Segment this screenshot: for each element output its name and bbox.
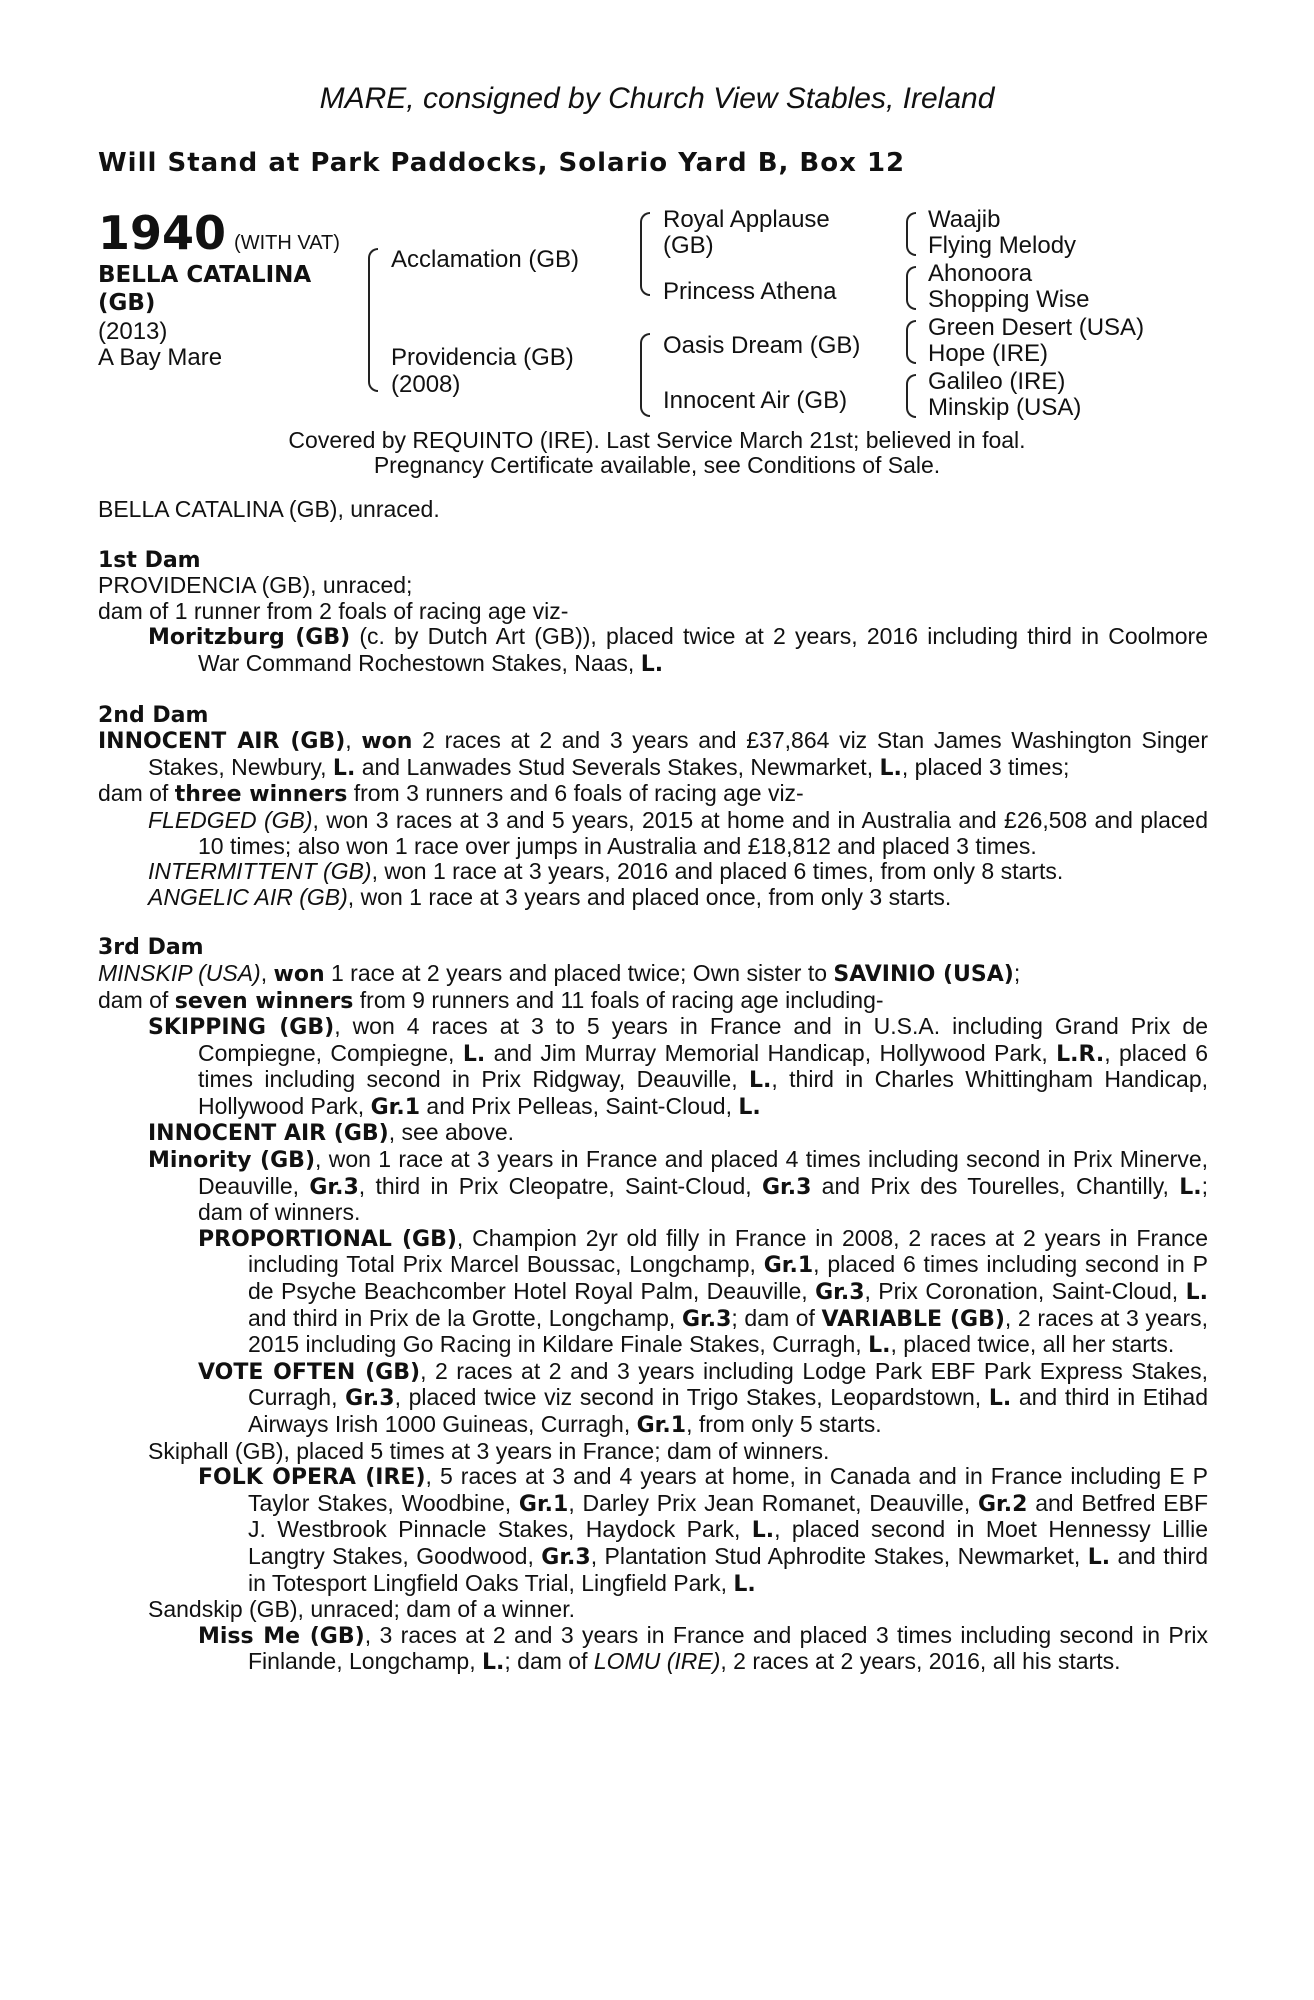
pedigree-dam: Providencia (GB) bbox=[391, 344, 574, 371]
horse-year: (2013) bbox=[98, 318, 168, 345]
pedigree-sire: Acclamation (GB) bbox=[391, 246, 580, 273]
produce-fledged: FLEDGED (GB), won 3 races at 3 and 5 years, 2015 at home and in Australia and £26,508 and placed 10 times; also won 1 race over jumps in Australia and £18,812 and placed 3 times. bbox=[148, 806, 1209, 859]
pedigree-dam-year: (2008) bbox=[391, 371, 461, 398]
produce-skiphall: Skiphall (GB), placed 5 times at 3 years in France; dam of winners. bbox=[148, 1437, 830, 1464]
lot-heading bbox=[98, 206, 340, 260]
horse-description: A Bay Mare bbox=[98, 344, 223, 371]
first-dam-heading: 1st Dam bbox=[98, 547, 201, 573]
first-dam-summary: dam of 1 runner from 2 foals of racing age viz- bbox=[98, 597, 569, 624]
horse-name: BELLA CATALINA bbox=[98, 262, 312, 288]
pedigree-gen3-4: Shopping Wise bbox=[928, 286, 1090, 313]
produce-angelic-air: ANGELIC AIR (GB), won 1 race at 3 years and placed once, from only 3 starts. bbox=[148, 883, 952, 910]
produce-sandskip: Sandskip (GB), unraced; dam of a winner. bbox=[148, 1596, 575, 1623]
pedigree-gen3-2: Flying Melody bbox=[928, 232, 1077, 259]
pedigree-sire-dam: Princess Athena bbox=[663, 278, 837, 305]
stand-location: Will Stand at Park Paddocks, Solario Yard B, Box 12 bbox=[98, 148, 906, 178]
pedigree-brace-g2 bbox=[906, 266, 916, 310]
pedigree-brace-sire bbox=[640, 212, 650, 296]
produce-innocent-air: INNOCENT AIR (GB), see above. bbox=[148, 1119, 515, 1147]
produce-proportional: PROPORTIONAL (GB), Champion 2yr old filly in France in 2008, 2 races at 2 years in France including Total Prix Marcel Boussac, Longchamp, Gr.1, placed 6 times including second in P de Psyche Beachcomber Hotel Royal Palm, Deauville, Gr.3, Prix Coronation, Saint-Cloud, L. and third in Prix de la Grotte, Longchamp, Gr.3; dam of VARIABLE (GB), 2 races at 3 years, 2015 including Go Racing in Kildare Finale Stakes, Curragh, L., placed twice, all her starts. bbox=[198, 1224, 1209, 1359]
third-dam-heading: 3rd Dam bbox=[98, 935, 204, 961]
pregnancy-note: Pregnancy Certificate available, see Conditions of Sale. bbox=[373, 452, 941, 478]
pedigree-gen3-3: Ahonoora bbox=[928, 260, 1033, 287]
second-dam-summary: dam of three winners from 3 runners and 6 foals of racing age viz- bbox=[98, 780, 804, 808]
pedigree-brace-g1 bbox=[906, 212, 916, 256]
pedigree-dam-dam: Innocent Air (GB) bbox=[663, 387, 848, 414]
covered-note: Covered by REQUINTO (IRE). Last Service March 21st; believed in foal. bbox=[288, 427, 1026, 453]
second-dam-line: INNOCENT AIR (GB), won 2 races at 2 and 3 years and £37,864 viz Stan James Washington Singer Stakes, Newbury, L. and Lanwades Stud Severals Stakes, Newmarket, L., placed 3 times; bbox=[98, 727, 1208, 781]
horse-country: (GB) bbox=[98, 290, 156, 316]
pedigree-gen3-5: Green Desert (USA) bbox=[928, 314, 1145, 341]
first-dam-line: PROVIDENCIA (GB), unraced; bbox=[98, 572, 413, 599]
produce-skipping: SKIPPING (GB), won 4 races at 3 to 5 years in France and in U.S.A. including Grand Prix de Compiegne, Compiegne, L. and Jim Murray Memorial Handicap, Hollywood Park, L.R., placed 6 times including second in Prix Ridgway, Deauville, L., third in Charles Whittingham Handicap, Hollywood Park, Gr.1 and Prix Pelleas, Saint-Cloud, L. bbox=[148, 1013, 1208, 1120]
consignor-title: MARE, consigned by Church View Stables, Ireland bbox=[319, 82, 995, 115]
vat-note: (WITH VAT) bbox=[234, 232, 340, 254]
pedigree-brace-g3 bbox=[906, 320, 916, 364]
produce-minority: Minority (GB), won 1 race at 3 years in France and placed 4 times including second in Prix Minerve, Deauville, Gr.3, third in Prix Cleopatre, Saint-Cloud, Gr.3 and Prix des Tourelles, Chantilly, L.; dam of winners. bbox=[148, 1146, 1208, 1226]
pedigree-sire-sire-country: (GB) bbox=[663, 232, 714, 259]
produce-record bbox=[98, 497, 1208, 1676]
pedigree-gen3-6: Hope (IRE) bbox=[928, 340, 1049, 367]
produce-miss-me: Miss Me (GB), 3 races at 2 and 3 years in France and placed 3 times including second in Prix Finlande, Longchamp, L.; dam of LOMU (IRE), 2 races at 2 years, 2016, all his starts. bbox=[198, 1621, 1208, 1676]
pedigree-gen3-8: Minskip (USA) bbox=[928, 394, 1082, 421]
third-dam-summary: dam of seven winners from 9 runners and 11 foals of racing age including- bbox=[98, 986, 884, 1014]
runner-moritzburg: Moritzburg (GB) (c. by Dutch Art (GB)), placed twice at 2 years, 2016 including third in Coolmore War Command Rochestown Stakes, Naas, L. bbox=[148, 623, 1208, 677]
pedigree-brace-g4 bbox=[906, 374, 916, 418]
intro-line: BELLA CATALINA (GB), unraced. bbox=[98, 496, 440, 522]
pedigree-gen3-1: Waajib bbox=[928, 206, 1001, 233]
pedigree-brace-main bbox=[368, 248, 378, 392]
produce-vote-often: VOTE OFTEN (GB), 2 races at 2 and 3 years including Lodge Park EBF Park Express Stakes, Curragh, Gr.3, placed twice viz second in Trigo Stakes, Leopardstown, L. and third in Etihad Airways Irish 1000 Guineas, Curragh, Gr.1, from only 5 starts. bbox=[198, 1357, 1209, 1438]
lot-number: 1940 bbox=[98, 206, 227, 260]
produce-folk-opera: FOLK OPERA (IRE), 5 races at 3 and 4 years at home, in Canada and in France including E P Taylor Stakes, Woodbine, Gr.1, Darley Prix Jean Romanet, Deauville, Gr.2 and Betfred EBF J. Westbrook Pinnacle Stakes, Haydock Park, L., placed second in Moet Hennessy Lillie Langtry Stakes, Goodwood, Gr.3, Plantation Stud Aphrodite Stakes, Newmarket, L. and third in Totesport Lingfield Oaks Trial, Lingfield Park, L. bbox=[198, 1463, 1208, 1597]
produce-intermittent: INTERMITTENT (GB), won 1 race at 3 years, 2016 and placed 6 times, from only 8 starts. bbox=[148, 858, 1064, 885]
pedigree-dam-sire: Oasis Dream (GB) bbox=[663, 332, 861, 359]
pedigree-sire-sire: Royal Applause bbox=[663, 206, 830, 233]
third-dam-line: MINSKIP (USA), won 1 race at 2 years and placed twice; Own sister to SAVINIO (USA); bbox=[98, 959, 1021, 987]
second-dam-heading: 2nd Dam bbox=[98, 702, 209, 728]
pedigree-gen3-7: Galileo (IRE) bbox=[928, 368, 1066, 395]
pedigree-brace-dam bbox=[640, 333, 650, 417]
